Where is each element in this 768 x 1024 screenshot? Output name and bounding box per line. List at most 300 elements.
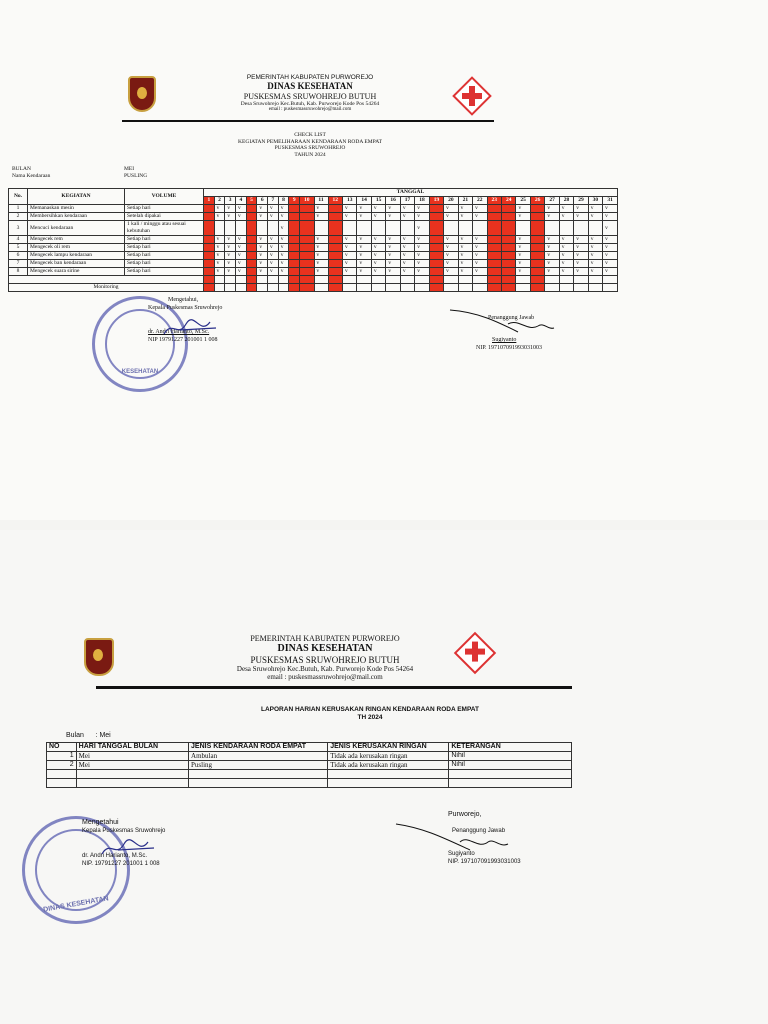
report-cell (47, 770, 77, 779)
day-cell: v (386, 236, 400, 244)
day-header: 15 (371, 197, 385, 205)
day-cell (204, 236, 215, 244)
day-cell: v (444, 260, 458, 268)
report-row (47, 779, 572, 788)
day-cell (574, 276, 588, 284)
day-cell (501, 252, 515, 260)
day-cell (236, 221, 247, 236)
day-cell: v (257, 244, 268, 252)
day-header: 2 (214, 197, 225, 205)
row-kegiatan: Mengecek ban kendaraan (28, 260, 125, 268)
day-header: 12 (328, 197, 342, 205)
bulan-label: BULAN (12, 166, 31, 172)
day-cell (501, 221, 515, 236)
day-cell: v (559, 205, 573, 213)
sign-known: Mengetahui (82, 819, 119, 826)
day-cell: v (603, 252, 618, 260)
day-cell: v (444, 205, 458, 213)
day-cell: v (588, 260, 602, 268)
day-cell: v (225, 205, 236, 213)
report-cell: Tidak ada kerusakan ringan (328, 761, 449, 770)
day-cell: v (473, 268, 487, 276)
day-cell (588, 284, 602, 292)
day-cell (429, 260, 443, 268)
report-title (140, 706, 600, 722)
report-header-row (47, 743, 572, 752)
day-cell: v (458, 244, 472, 252)
day-cell: v (214, 260, 225, 268)
checklist-header-row (9, 189, 618, 197)
day-cell (246, 213, 257, 221)
day-cell (289, 244, 300, 252)
day-cell (257, 276, 268, 284)
day-cell (501, 284, 515, 292)
day-cell: v (400, 268, 414, 276)
day-cell: v (516, 268, 530, 276)
day-header: 24 (501, 197, 515, 205)
letterhead-rule (96, 686, 572, 689)
day-cell (516, 276, 530, 284)
head-name: dr. Andri Harianto, M.Sc. (148, 329, 210, 336)
checklist-blank-row (9, 276, 618, 284)
day-cell: v (386, 268, 400, 276)
row-kegiatan: Membersihkan kendaraan (28, 213, 125, 221)
day-cell: v (314, 252, 328, 260)
report-row (47, 761, 572, 770)
day-cell: v (603, 221, 618, 236)
checklist-row (9, 221, 618, 236)
day-header: 30 (588, 197, 602, 205)
day-cell: v (236, 260, 247, 268)
report-cell: Mei (76, 752, 188, 761)
day-cell (236, 284, 247, 292)
day-cell: v (386, 252, 400, 260)
day-cell (246, 284, 257, 292)
col-tanggal: TANGGAL (204, 189, 618, 197)
day-cell: v (516, 260, 530, 268)
letterhead-dept: DINAS KESEHATAN (267, 81, 353, 92)
checklist-row (9, 252, 618, 260)
day-cell: v (257, 268, 268, 276)
sign-position: Kepala Puskesmas Sruwohrejo (82, 828, 166, 835)
day-cell: v (278, 268, 289, 276)
day-cell (415, 276, 429, 284)
day-cell (328, 213, 342, 221)
checklist-row (9, 268, 618, 276)
day-cell: v (458, 252, 472, 260)
day-cell (289, 221, 300, 236)
day-cell: v (386, 205, 400, 213)
day-cell (545, 221, 559, 236)
day-cell (386, 284, 400, 292)
day-cell: v (278, 260, 289, 268)
day-cell (214, 221, 225, 236)
report-cell (328, 770, 449, 779)
day-cell: v (458, 260, 472, 268)
day-cell: v (314, 205, 328, 213)
day-cell: v (473, 244, 487, 252)
day-cell (278, 284, 289, 292)
day-cell (236, 276, 247, 284)
letterhead-address: Desa Sruwohrejo Kec.Butuh, Kab. Purworejo Kode Pos 54264 (240, 101, 380, 107)
day-cell (444, 276, 458, 284)
day-cell (343, 221, 357, 236)
day-cell (246, 244, 257, 252)
day-cell: v (214, 236, 225, 244)
day-cell: v (545, 205, 559, 213)
day-cell: v (236, 236, 247, 244)
day-cell (487, 260, 501, 268)
day-cell (501, 213, 515, 221)
day-cell (530, 284, 544, 292)
day-cell (204, 260, 215, 268)
day-cell: v (400, 205, 414, 213)
day-cell: v (268, 244, 279, 252)
day-cell (501, 244, 515, 252)
day-cell: v (559, 236, 573, 244)
bulan-value: MEI (124, 166, 135, 172)
day-cell: v (343, 268, 357, 276)
day-header: 10 (300, 197, 314, 205)
day-cell: v (588, 252, 602, 260)
letterhead-email: email : puskesmassruwohrejo@mail.com (268, 107, 352, 113)
day-cell (289, 252, 300, 260)
day-header: 20 (444, 197, 458, 205)
title-line: TAHUN 2024 (294, 151, 326, 158)
head-nip: NIP 19791227 201001 1 008 (148, 337, 218, 344)
day-cell (371, 276, 385, 284)
day-cell: v (225, 236, 236, 244)
day-cell (268, 221, 279, 236)
day-cell (444, 221, 458, 236)
letterhead (180, 74, 440, 113)
row-kegiatan: Memanaskan mesin (28, 205, 125, 213)
day-cell (473, 284, 487, 292)
row-kegiatan: Mengecek lampu kendaraan (28, 252, 125, 260)
day-cell: v (371, 236, 385, 244)
day-cell: v (236, 244, 247, 252)
day-cell: v (343, 252, 357, 260)
row-no: 7 (9, 260, 28, 268)
col-volume: VOLUME (125, 189, 204, 205)
row-no: 5 (9, 244, 28, 252)
title-line: KEGIATAN PEMELIHARAAN KENDARAAN RODA EMPAT (238, 138, 382, 145)
day-cell (328, 268, 342, 276)
title-line: TH 2024 (357, 713, 383, 721)
day-cell (400, 284, 414, 292)
day-cell: v (357, 252, 371, 260)
pj-name: Sugiyanto (492, 337, 517, 344)
report-cell (328, 779, 449, 788)
red-cross-logo (452, 76, 492, 116)
col-no: No. (9, 189, 28, 205)
day-header: 5 (246, 197, 257, 205)
damage-report-page (0, 530, 768, 1024)
pj-title: Penanggung Jawab (488, 315, 535, 321)
day-cell: v (574, 213, 588, 221)
day-header: 25 (516, 197, 530, 205)
day-cell (444, 284, 458, 292)
day-cell: v (588, 268, 602, 276)
row-volume: Setiap hari (125, 205, 204, 213)
day-cell (257, 284, 268, 292)
day-cell (530, 276, 544, 284)
day-cell (400, 221, 414, 236)
kendaraan-value: PUSLING (124, 173, 148, 179)
day-cell: v (314, 244, 328, 252)
day-header: 7 (268, 197, 279, 205)
day-cell (328, 205, 342, 213)
day-cell: v (278, 213, 289, 221)
day-cell (458, 284, 472, 292)
day-cell (268, 276, 279, 284)
day-cell (588, 276, 602, 284)
day-cell: v (257, 260, 268, 268)
stamp-text: KESEHATAN (121, 369, 159, 375)
day-cell (545, 284, 559, 292)
day-cell (530, 252, 544, 260)
report-cell (189, 770, 328, 779)
day-cell (314, 276, 328, 284)
day-cell (530, 244, 544, 252)
day-cell (487, 268, 501, 276)
day-cell: v (257, 213, 268, 221)
day-cell (289, 260, 300, 268)
day-cell: v (278, 205, 289, 213)
day-cell: v (278, 244, 289, 252)
day-cell: v (545, 236, 559, 244)
day-cell (559, 276, 573, 284)
day-cell: v (444, 244, 458, 252)
pj-nip: NIP. 197107091993031003 (448, 858, 521, 865)
day-cell (246, 268, 257, 276)
checklist-row (9, 236, 618, 244)
day-cell (429, 236, 443, 244)
day-cell (429, 252, 443, 260)
day-cell (516, 221, 530, 236)
footer-label-cell (9, 276, 204, 284)
day-cell: v (371, 205, 385, 213)
day-cell (473, 221, 487, 236)
sign-position: Kepala Puskesmas Sruwohrejo (148, 305, 223, 312)
day-cell: v (415, 236, 429, 244)
day-header: 14 (357, 197, 371, 205)
day-cell: v (574, 205, 588, 213)
report-col-header: JENIS KERUSAKAN RINGAN (328, 743, 449, 752)
checklist-title (180, 132, 440, 158)
day-cell: v (559, 268, 573, 276)
pj-signature-scribble (394, 820, 514, 860)
report-cell: Ambulan (189, 752, 328, 761)
day-cell (300, 205, 314, 213)
day-cell (458, 221, 472, 236)
day-cell: v (257, 252, 268, 260)
day-cell (328, 276, 342, 284)
day-cell (289, 276, 300, 284)
day-cell (204, 284, 215, 292)
report-month: Bulan : Mei (66, 732, 111, 739)
report-cell: Nihil (449, 752, 572, 761)
day-cell (588, 221, 602, 236)
day-cell: v (371, 244, 385, 252)
day-cell (300, 244, 314, 252)
day-header: 27 (545, 197, 559, 205)
checklist-blank-row (9, 284, 618, 292)
day-cell: v (458, 213, 472, 221)
day-cell (225, 221, 236, 236)
day-cell: v (415, 213, 429, 221)
col-kegiatan: KEGIATAN (28, 189, 125, 205)
day-cell (386, 276, 400, 284)
letterhead-gov: PEMERINTAH KABUPATEN PURWOREJO (250, 634, 400, 643)
day-cell: v (415, 252, 429, 260)
day-cell: v (357, 260, 371, 268)
day-cell: v (545, 244, 559, 252)
day-cell: v (268, 213, 279, 221)
day-cell (487, 236, 501, 244)
day-cell (204, 213, 215, 221)
day-cell: v (559, 260, 573, 268)
day-cell: v (214, 205, 225, 213)
day-cell (300, 276, 314, 284)
row-volume: Setelah dipakai (125, 213, 204, 221)
day-cell (204, 221, 215, 236)
checklist-row (9, 213, 618, 221)
day-cell: v (458, 205, 472, 213)
day-cell: v (371, 252, 385, 260)
day-cell (501, 205, 515, 213)
letterhead-rule (122, 120, 494, 122)
day-cell: v (371, 268, 385, 276)
day-cell (300, 236, 314, 244)
day-cell: v (343, 260, 357, 268)
day-cell (246, 276, 257, 284)
day-cell (289, 236, 300, 244)
day-cell: v (559, 213, 573, 221)
day-header: 3 (225, 197, 236, 205)
day-cell (530, 221, 544, 236)
day-cell (487, 252, 501, 260)
purworejo-regency-logo (128, 76, 156, 112)
day-cell: v (386, 244, 400, 252)
day-cell (300, 260, 314, 268)
day-cell (516, 284, 530, 292)
pj-place: Purworejo, (448, 811, 482, 818)
day-cell (328, 260, 342, 268)
day-cell: v (314, 236, 328, 244)
pj-signature-scribble (448, 302, 558, 342)
day-cell: v (473, 260, 487, 268)
day-cell: v (588, 213, 602, 221)
day-cell (328, 236, 342, 244)
day-header: 1 (204, 197, 215, 205)
day-cell (386, 221, 400, 236)
day-cell: v (545, 268, 559, 276)
day-header: 22 (473, 197, 487, 205)
day-cell: v (278, 236, 289, 244)
damage-report-table (46, 742, 572, 788)
day-header: 13 (343, 197, 357, 205)
day-cell: v (415, 260, 429, 268)
day-cell (415, 284, 429, 292)
report-cell: 1 (47, 752, 77, 761)
day-cell (246, 236, 257, 244)
day-cell: v (225, 244, 236, 252)
letterhead-address: Desa Sruwohrejo Kec.Butuh, Kab. Purworejo Kode Pos 54264 (236, 665, 414, 674)
day-cell: v (603, 260, 618, 268)
day-cell: v (268, 252, 279, 260)
day-cell (300, 252, 314, 260)
day-cell (328, 284, 342, 292)
day-cell (204, 268, 215, 276)
day-cell (204, 205, 215, 213)
day-cell: v (516, 236, 530, 244)
report-cell (76, 770, 188, 779)
day-cell (429, 284, 443, 292)
day-cell: v (214, 244, 225, 252)
day-cell (314, 284, 328, 292)
day-cell (343, 276, 357, 284)
day-cell (574, 221, 588, 236)
day-cell: v (400, 213, 414, 221)
report-col-header: KETERANGAN (449, 743, 572, 752)
report-cell (449, 770, 572, 779)
day-cell (487, 213, 501, 221)
checklist-row (9, 205, 618, 213)
row-volume: Setiap hari (125, 244, 204, 252)
day-cell (400, 276, 414, 284)
day-header: 26 (530, 197, 544, 205)
head-signature-scribble (160, 316, 220, 340)
day-cell: v (236, 252, 247, 260)
day-cell (371, 221, 385, 236)
day-cell: v (400, 260, 414, 268)
head-name: dr. Andri Harianto, M.Sc. (82, 852, 148, 859)
row-no: 1 (9, 205, 28, 213)
day-cell: v (588, 244, 602, 252)
day-header: 9 (289, 197, 300, 205)
day-header: 6 (257, 197, 268, 205)
day-cell (530, 268, 544, 276)
day-cell (429, 244, 443, 252)
day-cell (429, 276, 443, 284)
day-cell: v (371, 213, 385, 221)
day-cell (501, 268, 515, 276)
day-cell: v (603, 236, 618, 244)
day-cell: v (574, 268, 588, 276)
day-cell: v (574, 236, 588, 244)
day-cell (257, 221, 268, 236)
report-cell (76, 779, 188, 788)
report-col-header: NO (47, 743, 77, 752)
day-cell (300, 268, 314, 276)
day-cell (289, 205, 300, 213)
day-cell: v (343, 213, 357, 221)
day-cell: v (588, 205, 602, 213)
day-cell (300, 213, 314, 221)
day-cell (357, 221, 371, 236)
day-header: 4 (236, 197, 247, 205)
day-cell: v (357, 244, 371, 252)
day-header: 23 (487, 197, 501, 205)
row-volume: Setiap hari (125, 268, 204, 276)
day-header: 21 (458, 197, 472, 205)
day-cell (429, 205, 443, 213)
day-cell (487, 276, 501, 284)
day-cell (246, 260, 257, 268)
day-cell: v (268, 260, 279, 268)
day-cell: v (343, 236, 357, 244)
